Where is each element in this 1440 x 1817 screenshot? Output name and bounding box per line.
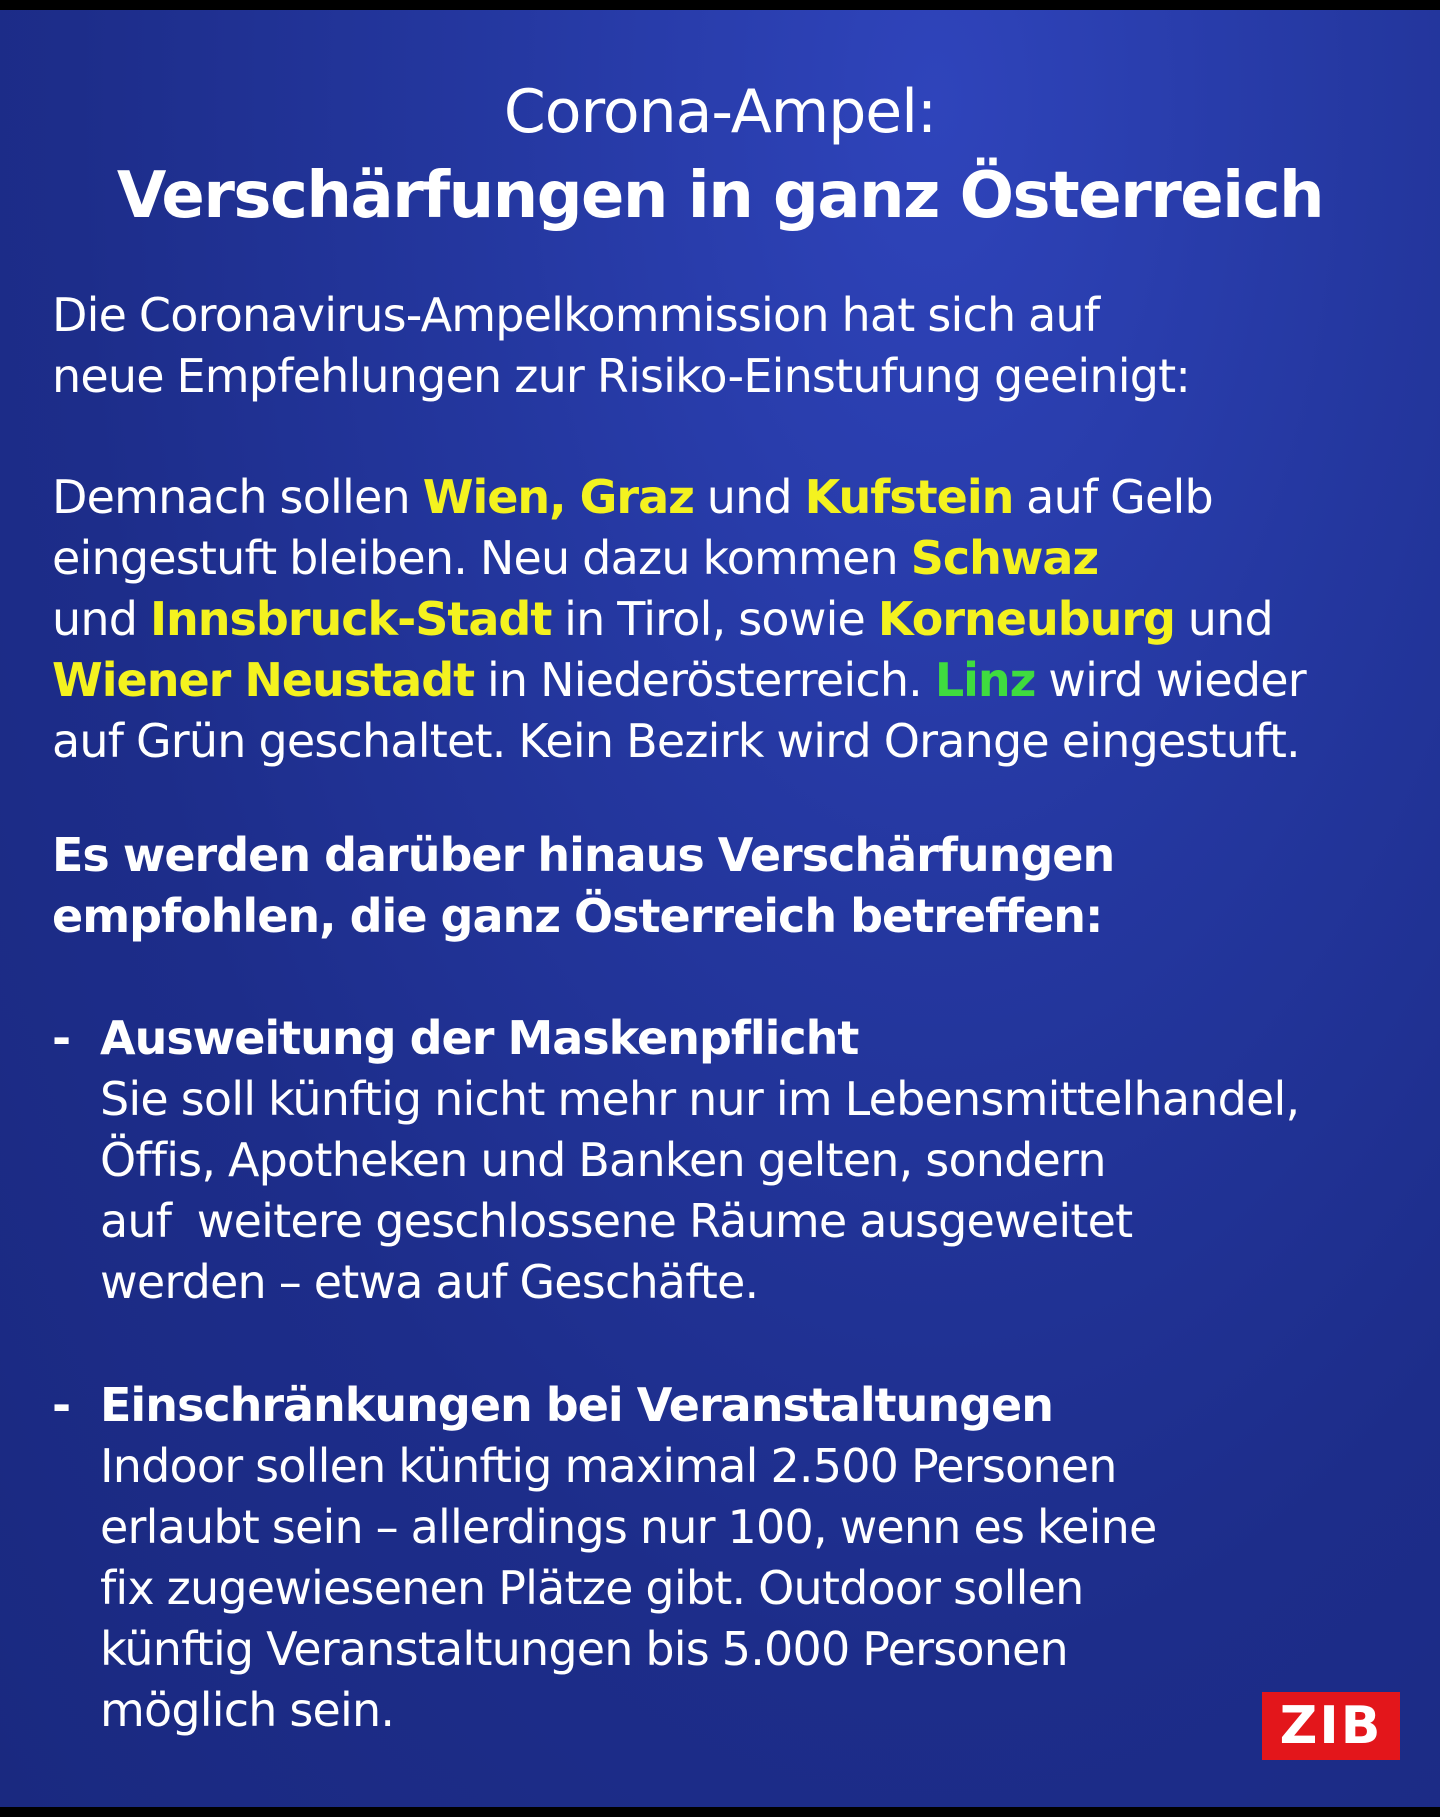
bullet-line: auf weitere geschlossene Räume ausgeweitet <box>100 1194 1133 1248</box>
regions-text: und <box>52 592 150 646</box>
regions-text: wird wieder <box>1035 653 1306 707</box>
bullet-heading: Einschränkungen bei Veranstaltungen <box>100 1378 1053 1432</box>
regions-text: und <box>1174 592 1273 646</box>
bullet-line: fix zugewiesenen Plätze gibt. Outdoor sollen <box>100 1561 1084 1615</box>
regions-text: auf Gelb <box>1013 470 1213 524</box>
regions-text: in Tirol, sowie <box>551 592 878 646</box>
zib-logo: ZIB <box>1262 1692 1400 1760</box>
regions-text: Demnach sollen <box>52 470 423 524</box>
bullet-line: Sie soll künftig nicht mehr nur im Lebensmittelhandel, <box>100 1072 1300 1126</box>
regions-line-4 <box>52 650 1432 711</box>
regions-line-1 <box>52 467 1432 528</box>
title-line-2: Verschärfungen in ganz Österreich <box>116 159 1324 233</box>
intro-line-2: neue Empfehlungen zur Risiko-Einstufung geeinigt: <box>52 349 1191 403</box>
emphasis-line-2: empfohlen, die ganz Österreich betreffen: <box>52 889 1103 943</box>
region-korneuburg: Korneuburg <box>877 592 1175 646</box>
regions-line-5: auf Grün geschaltet. Kein Bezirk wird Orange eingestuft. <box>52 714 1300 768</box>
emphasis-paragraph <box>52 825 1432 947</box>
bullet-dash: - <box>52 1378 71 1432</box>
emphasis-line-1: Es werden darüber hinaus Verschärfungen <box>52 828 1115 882</box>
region-linz: Linz <box>934 653 1036 707</box>
regions-text: in Niederösterreich. <box>474 653 935 707</box>
bullet-line: künftig Veranstaltungen bis 5.000 Personen <box>100 1622 1068 1676</box>
intro-paragraph <box>52 285 1432 407</box>
regions-line-3 <box>52 589 1432 650</box>
bullet-dash: - <box>52 1011 71 1065</box>
regions-paragraph <box>52 467 1432 772</box>
bullet-body <box>100 1375 1430 1741</box>
regions-text: und <box>693 470 805 524</box>
bullet-line: möglich sein. <box>100 1683 395 1737</box>
region-wien-graz: Wien, Graz <box>422 470 694 524</box>
bullet-heading: Ausweitung der Maskenpflicht <box>100 1011 859 1065</box>
regions-text: eingestuft bleiben. Neu dazu kommen <box>52 531 911 585</box>
regions-line-2 <box>52 528 1432 589</box>
info-card <box>0 10 1440 1807</box>
region-wiener-neustadt: Wiener Neustadt <box>52 653 475 707</box>
bullet-body <box>100 1008 1430 1313</box>
bullet-line: Öffis, Apotheken und Banken gelten, sondern <box>100 1133 1106 1187</box>
region-kufstein: Kufstein <box>804 470 1014 524</box>
region-schwaz: Schwaz <box>910 531 1099 585</box>
title-line-1: Corona-Ampel: <box>503 77 937 147</box>
region-innsbruck-stadt: Innsbruck-Stadt <box>149 592 552 646</box>
bullet-line: erlaubt sein – allerdings nur 100, wenn es keine <box>100 1500 1157 1554</box>
bullet-line: werden – etwa auf Geschäfte. <box>100 1255 759 1309</box>
bullet-line: Indoor sollen künftig maximal 2.500 Personen <box>100 1439 1117 1493</box>
intro-line-1: Die Coronavirus-Ampelkommission hat sich auf <box>52 288 1100 342</box>
